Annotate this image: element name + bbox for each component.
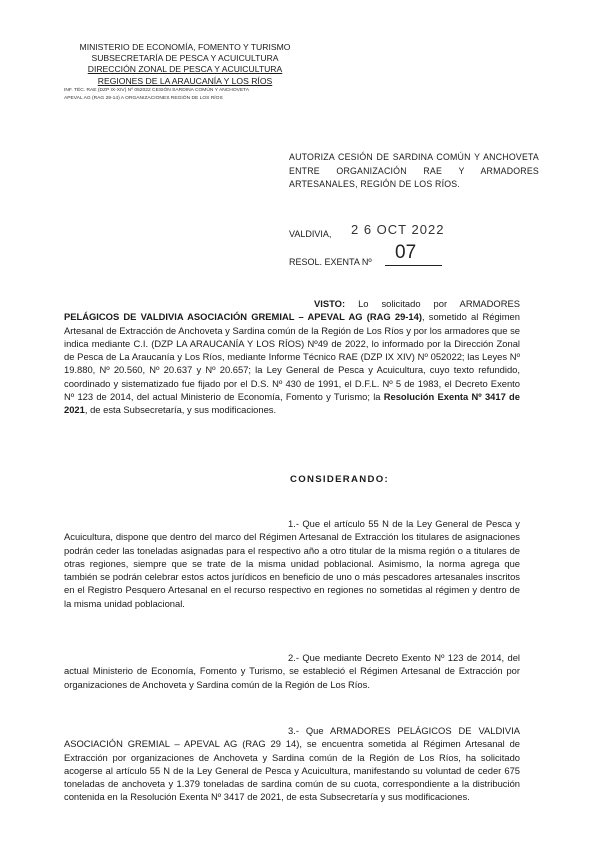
ministry-line: MINISTERIO DE ECONOMÍA, FOMENTO Y TURISMO [79,42,291,52]
visto-requester: PELÁGICOS DE VALDIVIA ASOCIACIÓN GREMIAL – APEVAL AG (RAG 29-14) [64,311,422,323]
considerando-1-number: 1.- [288,518,303,529]
resolution-title: AUTORIZA CESIÓN DE SARDINA COMÚN Y ANCHOVETA ENTRE ORGANIZACIÓN RAE Y ARMADORES ARTESANALES, REGIÓN DE LOS RÍOS. [289,152,539,190]
visto-paragraph [64,297,520,417]
date-stamp: 2 6 OCT 2022 [351,222,445,237]
header-ref-line-2: APEVAL AG (RAG 29-14) A ORGANIZACIONES REGIÓN DE LOS RÍOS [64,96,223,101]
considerando-1 [64,517,520,610]
header-reference [64,87,316,103]
visto-label: VISTO: [314,298,346,309]
subsecretaria-line: SUBSECRETARÍA DE PESCA Y ACUICULTURA [91,53,279,64]
considerando-3-number: 3.- [288,725,306,736]
visto-text-c: , de esta Subsecretaría, y sus modificaciones. [84,404,277,416]
header-ref-line-1: INF. TÉC. RAE (DZP IX-XIV) Nº 052022 CESIÓN SARDINA COMÚN Y ANCHOVETA [64,88,250,93]
considerando-1-text: Que el artículo 55 N de la Ley General de Pesca y Acuicultura, dispone que dentro del marco del Régimen Artesanal de Extracción los titulares de asignaciones podrán ceder las toneladas asignadas para el respectivo año a otro titular de la misma región o a titulares de otras regiones, siempre que se trate de la misma unidad poblacional. Asimismo, la norma agrega que también se podrán celebrar estos actos jurídicos en beneficio de uno o más pescadores artesanales inscritos en el Registro Pesquero Artesanal en el recurso respectivo en regiones no sometidas al régimen y dentro de la misma unidad poblacional. [64,518,520,609]
considerando-3 [64,724,520,804]
considerando-3-text: Que ARMADORES PELÁGICOS DE VALDIVIA ASOCIACIÓN GREMIAL – APEVAL AG (RAG 29 14), se encuentra sometida al Régimen Artesanal de Extracción por organizaciones de Anchoveta y Sardina común de la Región de Los Ríos, ha solicitado acogerse al artículo 55 N de la Ley General de Pesca y Acuicultura, manifestando su voluntad de ceder 675 toneladas de anchoveta y 1.379 toneladas de sardina común de su cuota, correspondiente a la distribución contenida en la Resolución Exenta Nº 3417 de 2021, de esta Subsecretaría y sus modificaciones. [64,725,521,803]
letterhead [60,42,310,87]
visto-text-a: Lo solicitado por ARMADORES [358,298,520,309]
visto-resolution-ref: Resolución Exenta Nº 3417 de 2021 [64,391,520,416]
direccion-zonal-line: DIRECCIÓN ZONAL DE PESCA Y ACUICULTURA [87,64,283,75]
regiones-line: REGIONES DE LA ARAUCANÍA Y LOS RÍOS [97,75,273,86]
considerando-2-text: Que mediante Decreto Exento Nº 123 de 2014, del actual Ministerio de Economía, Fomento y Turismo, se estableció el Régimen Artesanal de Extracción por organizaciones de Anchoveta y Sardina común de la Región de Los Ríos. [64,652,521,690]
city-label: VALDIVIA, [289,229,332,239]
considerando-heading: CONSIDERANDO: [290,474,389,485]
considerando-2 [64,651,520,691]
visto-text-b: , sometido al Régimen Artesanal de Extracción de Anchoveta y Sardina común de la Región de Los Ríos y por los armadores que se indica mediante C.I. (DZP LA ARAUCANÍA Y LOS RÍOS) Nº49 de 2022, lo informado por la Dirección Zonal de Pesca de La Araucanía y Los Ríos, mediante Informe Técnico RAE (DZP IX XIV) Nº 052022; las Leyes Nº 19.880, Nº 20.560, Nº 20.637 y Nº 20.657; la Ley General de Pesca y Acuicultura, cuyo texto refundido, coordinado y sistematizado fue fijado por el D.S. Nº 430 de 1991, el D.F.L. Nº 5 de 1983, el Decreto Exento Nº 123 de 2014, del actual Ministerio de Economía, Fomento y Turismo; la [64,311,520,403]
resolution-number: 07 [395,242,417,263]
considerando-2-number: 2.- [288,652,303,663]
resolution-number-underline [385,265,442,266]
resolution-label: RESOL. EXENTA Nº [289,257,372,267]
